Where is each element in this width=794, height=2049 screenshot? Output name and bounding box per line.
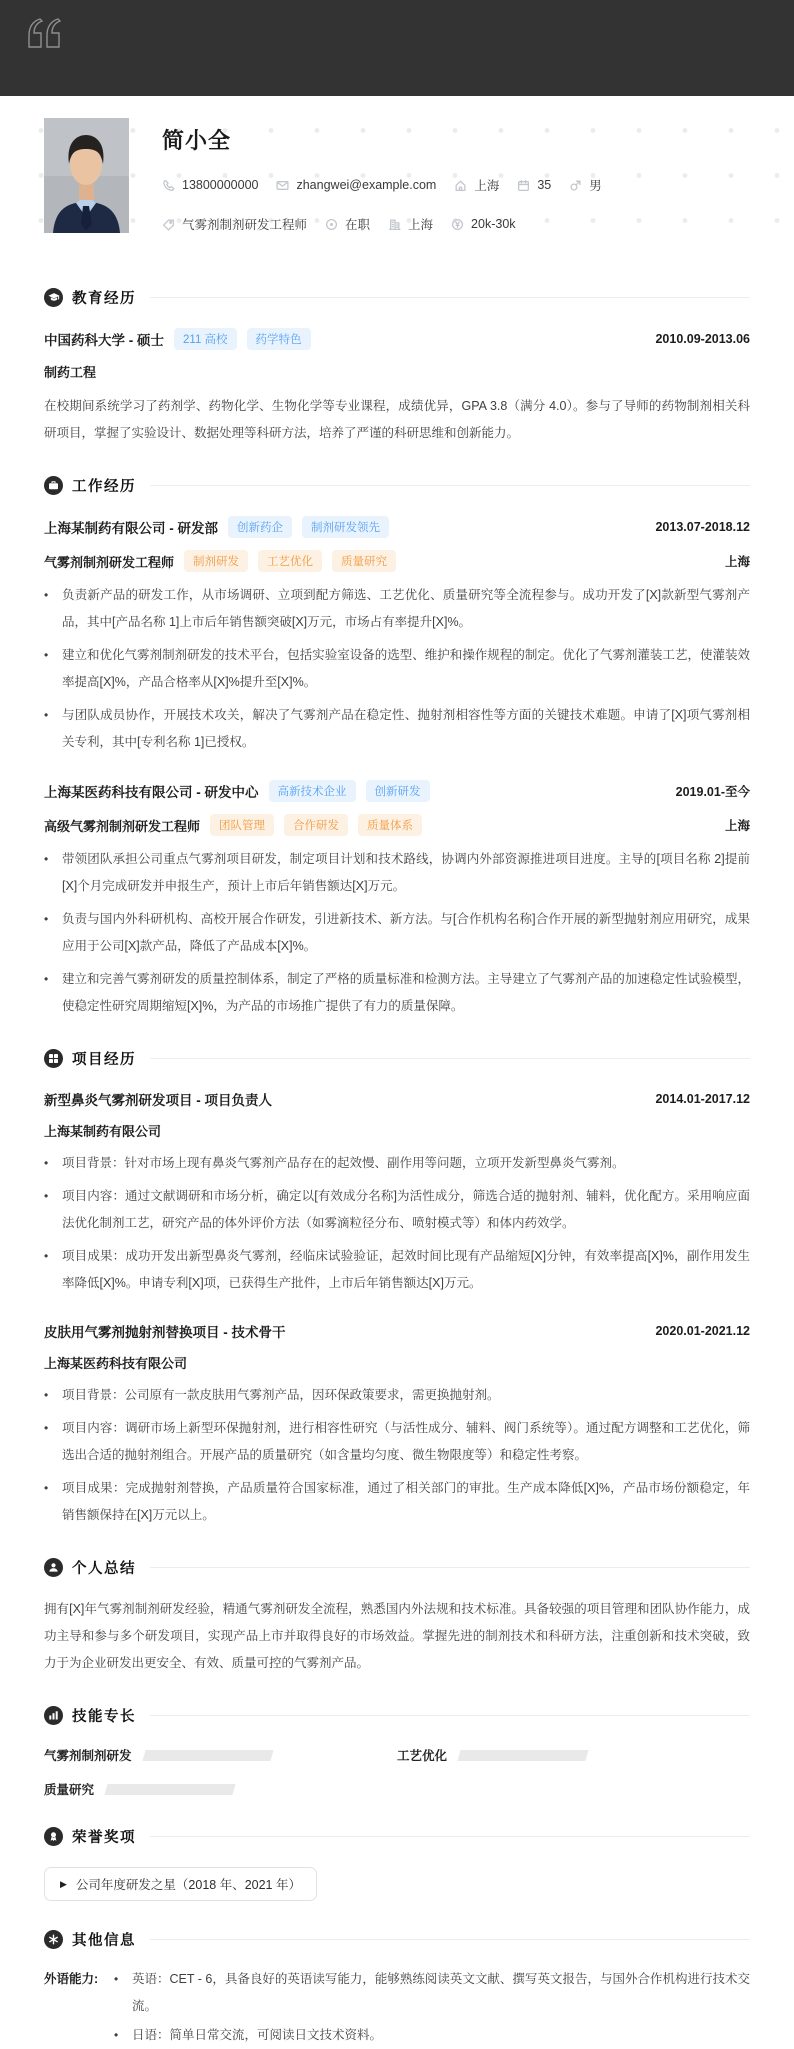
project-name: 新型鼻炎气雾剂研发项目 - 项目负责人: [44, 1093, 272, 1108]
header-banner: [0, 0, 794, 96]
section-title: 项目经历: [72, 1052, 136, 1068]
age-value: 35: [537, 178, 552, 192]
section-title: 荣誉奖项: [72, 1830, 136, 1846]
school-tag: 211 高校: [174, 328, 237, 350]
section-title: 工作经历: [72, 479, 136, 495]
job-tag: 质量研究: [332, 550, 396, 572]
section-rule: [150, 297, 750, 298]
school-name: 中国药科大学 - 硕士: [44, 333, 164, 348]
award-text: 公司年度研发之星（2018 年、2021 年）: [75, 1878, 301, 1892]
status-item: [325, 215, 370, 233]
mail-icon: [276, 179, 289, 192]
section-title: 其他信息: [72, 1933, 136, 1949]
work-bullet: • 建立和完善气雾剂研发的质量控制体系，制定了严格的质量标准和检测方法。主导建立了气雾剂产品的加速稳定性试验模型，使稳定性研究周期缩短[X]%，为产品的市场推广提供了有力的质量保障。: [44, 972, 750, 1013]
position-icon: [162, 218, 175, 231]
skill-bar: [457, 1750, 588, 1761]
work-location: 上海: [724, 819, 750, 833]
project-date: 2014.01-2017.12: [655, 1092, 750, 1106]
education-date: 2010.09-2013.06: [655, 332, 750, 346]
phone-icon: [162, 179, 175, 192]
project-date: 2020.01-2021.12: [655, 1324, 750, 1338]
section-other: [44, 1929, 750, 2049]
gender-icon: [569, 179, 582, 192]
email-item: [276, 178, 436, 192]
calendar-icon: [517, 179, 530, 192]
project-entry: [44, 1321, 750, 1529]
skill-item: 气雾剂制剂研发: [44, 1746, 397, 1764]
avatar: [44, 118, 129, 233]
project-bullet: • 项目成果：完成抛射剂替换，产品质量符合国家标准，通过了相关部门的审批。生产成本降低[X]%，产品市场份额稳定，年销售额保持在[X]万元以上。: [44, 1481, 750, 1522]
section-rule: [150, 1058, 750, 1059]
phone-value: 13800000000: [182, 178, 259, 192]
contact-row-2: [162, 215, 620, 233]
section-rule: [150, 485, 750, 486]
section-rule: [150, 1836, 750, 1837]
candidate-name: 简小全: [162, 128, 232, 153]
section-skills: [44, 1705, 750, 1798]
project-company: 上海某制药有限公司: [44, 1124, 162, 1139]
education-desc: 在校期间系统学习了药剂学、药物化学、生物化学等专业课程，成绩优异，GPA 3.8（满分 4.0）。参与了导师的药物制剂相关科研项目，掌握了实验设计、数据处理等科研方法，培养了严谨的科研思维和创新能力。: [44, 399, 750, 440]
job-title: 高级气雾剂制剂研发工程师: [44, 818, 201, 834]
work-bullet: • 负责与国内外科研机构、高校开展合作研发，引进新技术、新方法。与[合作机构名称]合作开展的新型抛射剂应用研究，成果应用于公司[X]款产品，降低了产品成本[X]%。: [44, 912, 750, 953]
work-city-item: [388, 215, 433, 233]
project-bullet: • 项目内容：通过文献调研和市场分析，确定以[有效成分名称]为活性成分，筛选合适的抛射剂、辅料，优化配方。采用响应面法优化制剂工艺，研究产品的体外评价方法（如雾滴粒径分布、喷射模式等）和体内药效学。: [44, 1189, 750, 1230]
asterisk-icon: [44, 1930, 63, 1949]
section-projects: [44, 1048, 750, 1529]
section-honors: [44, 1826, 750, 1901]
job-title: 气雾剂制剂研发工程师: [44, 554, 175, 570]
briefcase-icon: [44, 476, 63, 495]
skill-item: 质量研究: [44, 1780, 397, 1798]
company-tag: 制剂研发领先: [302, 516, 389, 538]
phone-item: [162, 178, 258, 192]
work-city-value: 上海: [408, 218, 434, 232]
skill-item: 工艺优化: [397, 1746, 750, 1764]
school-tag: 药学特色: [247, 328, 311, 350]
work-bullet: • 负责新产品的研发工作，从市场调研、立项到配方筛选、工艺优化、质量研究等全流程参与。成功开发了[X]款新型气雾剂产品，其中[产品名称 1]上市后年销售额突破[X]万元，市场占有率提升[X]%。: [44, 588, 750, 629]
expand-arrow-icon: ▶: [60, 1878, 67, 1889]
email-value: zhangwei@example.com: [296, 178, 437, 192]
section-title: 个人总结: [72, 1561, 136, 1577]
section-work: [44, 475, 750, 1020]
section-summary: [44, 1557, 750, 1677]
language-label: 外语能力:: [44, 1972, 99, 1986]
status-value: 在职: [345, 218, 371, 232]
salary-icon: [451, 218, 464, 231]
section-title: 技能专长: [72, 1709, 136, 1725]
language-bullet: • 英语：CET - 6，具备良好的英语读写能力，能够熟练阅读英文文献、撰写英文报告，与国外合作机构进行技术交流。: [114, 1972, 750, 2013]
job-tag: 质量体系: [358, 814, 422, 836]
work-bullet: • 与团队成员协作，开展技术攻关，解决了气雾剂产品在稳定性、抛射剂相容性等方面的关键技术难题。申请了[X]项气雾剂相关专利，其中[专利名称 1]已授权。: [44, 708, 750, 749]
work-bullet: • 带领团队承担公司重点气雾剂项目研发，制定项目计划和技术路线，协调内外部资源推进项目进度。主导的[项目名称 2]提前[X]个月完成研发并申报生产，预计上市后年销售额达[X]万元。: [44, 852, 750, 893]
company-tag: 创新研发: [366, 780, 430, 802]
section-title: 教育经历: [72, 291, 136, 307]
building-icon: [388, 218, 401, 231]
company-name: 上海某医药科技有限公司 - 研发中心: [44, 785, 259, 800]
company-name: 上海某制药有限公司 - 研发部: [44, 521, 218, 536]
work-entry: [44, 516, 750, 756]
job-tag: 制剂研发: [184, 550, 248, 572]
work-bullet: • 建立和优化气雾剂制剂研发的技术平台，包括实验室设备的选型、维护和操作规程的制定。优化了气雾剂灌装工艺，使灌装效率提高[X]%，产品合格率从[X]%提升至[X]%。: [44, 648, 750, 689]
home-icon: [454, 179, 467, 192]
summary-text: 拥有[X]年气雾剂制剂研发经验，精通气雾剂研发全流程，熟悉国内外法规和技术标准。具备较强的项目管理和团队协作能力，成功主导和参与多个研发项目，实现产品上市并取得良好的市场效益。掌握先进的制剂技术和科研方法，注重创新和技术突破，致力于为企业研发出更安全、有效、质量可控的气雾剂产品。: [44, 1602, 750, 1670]
medal-icon: [44, 1827, 63, 1846]
project-bullet: • 项目背景：针对市场上现有鼻炎气雾剂产品存在的起效慢、副作用等问题，立项开发新型鼻炎气雾剂。: [44, 1156, 625, 1170]
award-toggle[interactable]: [44, 1867, 317, 1901]
education-icon: [44, 288, 63, 307]
section-rule: [150, 1567, 750, 1568]
city-value: 上海: [474, 179, 500, 193]
position-item: [162, 215, 307, 233]
project-entry: [44, 1089, 750, 1297]
project-bullet: • 项目成果：成功开发出新型鼻炎气雾剂，经临床试验验证，起效时间比现有产品缩短[X]分钟，有效率提高[X]%，副作用发生率降低[X]%。申请专利[X]项，已获得生产批件，上市后年销售额达[X]万元。: [44, 1249, 750, 1290]
company-tag: 创新药企: [228, 516, 292, 538]
contact-row-1: [162, 176, 620, 194]
salary-value: 20k-30k: [471, 217, 516, 231]
skill-bar: [104, 1784, 235, 1795]
profile-header: [0, 96, 794, 259]
project-name: 皮肤用气雾剂抛射剂替换项目 - 技术骨干: [44, 1325, 286, 1340]
position-value: 气雾剂制剂研发工程师: [182, 218, 308, 232]
gender-item: [569, 176, 602, 194]
project-bullet: • 项目内容：调研市场上新型环保抛射剂，进行相容性研究（与活性成分、辅料、阀门系统等）。通过配方调整和工艺优化，筛选出合适的抛射剂组合。开展产品的质量研究（如含量均匀度、微生物限度等）和稳定性考察。: [44, 1421, 750, 1462]
grid-icon: [44, 1049, 63, 1068]
chart-icon: [44, 1706, 63, 1725]
section-education: [44, 287, 750, 447]
person-icon: [44, 1558, 63, 1577]
section-rule: [150, 1715, 750, 1716]
work-entry: [44, 780, 750, 1020]
quote-icon: [26, 16, 72, 50]
gender-value: 男: [589, 179, 602, 193]
job-tag: 团队管理: [210, 814, 274, 836]
section-rule: [150, 1939, 750, 1940]
work-date: 2013.07-2018.12: [655, 520, 750, 534]
city-item: [454, 176, 499, 194]
language-bullet: • 日语：简单日常交流，可阅读日文技术资料。: [114, 2028, 383, 2042]
project-bullet: • 项目背景：公司原有一款皮肤用气雾剂产品，因环保政策要求，需更换抛射剂。: [44, 1388, 500, 1402]
status-icon: [325, 218, 338, 231]
project-company: 上海某医药科技有限公司: [44, 1356, 188, 1371]
age-item: [517, 178, 551, 192]
job-tag: 合作研发: [284, 814, 348, 836]
skill-bar: [142, 1750, 273, 1761]
major: 制药工程: [44, 365, 97, 380]
job-tag: 工艺优化: [258, 550, 322, 572]
work-location: 上海: [724, 555, 750, 569]
work-date: 2019.01-至今: [675, 785, 750, 799]
company-tag: 高新技术企业: [269, 780, 356, 802]
salary-item: [451, 217, 515, 231]
